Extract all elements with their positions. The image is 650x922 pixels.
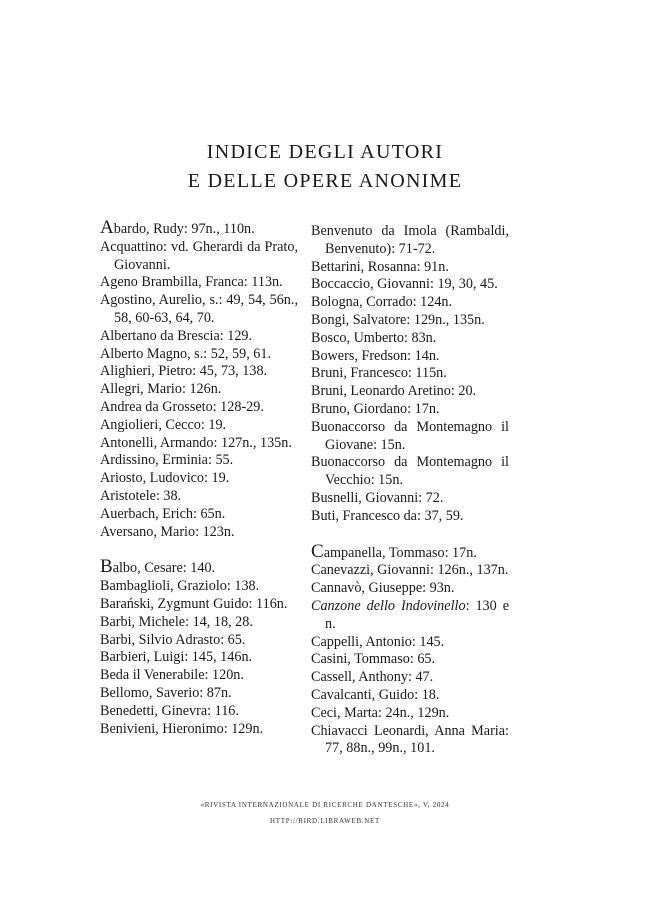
page-refs: : 130 e n.	[325, 597, 509, 632]
section-gap	[100, 541, 298, 558]
index-entry: Auerbach, Erich: 65n.	[100, 505, 226, 522]
page-title-line-1: INDICE DEGLI AUTORI	[206, 141, 444, 163]
index-entry: Barbi, Silvio Adrasto: 65.	[100, 631, 246, 648]
index-entry: Alberto Magno, s.: 52, 59, 61.	[100, 345, 272, 362]
journal-citation: «RIVISTA INTERNAZIONALE DI RICERCHE DANTESCHE», V, 2024	[200, 801, 450, 809]
index-entry: Alighieri, Pietro: 45, 73, 138.	[100, 363, 268, 380]
index-entry: Bellomo, Saverio: 87n.	[100, 684, 232, 701]
index-entry: Cappelli, Antonio: 145.	[311, 633, 445, 650]
index-entry: Buonaccorso da Montemagno il Giovane: 15n.	[311, 418, 509, 453]
index-entry: Ariosto, Ludovico: 19.	[100, 470, 230, 487]
index-entry: Barański, Zygmunt Guido: 116n.	[100, 595, 288, 612]
index-entry: Ageno Brambilla, Franca: 113n.	[100, 274, 283, 291]
index-entry: Antonelli, Armando: 127n., 135n.	[100, 434, 292, 451]
index-entry: Campanella, Tommaso: 17n.	[311, 540, 477, 562]
index-entry: Bambaglioli, Graziolo: 138.	[100, 578, 260, 595]
index-entry: Cavalcanti, Guido: 18.	[311, 686, 440, 703]
index-entry: Busnelli, Giovanni: 72.	[311, 489, 444, 506]
work-title: Canzone dello Indovinello	[311, 597, 466, 614]
index-entry: Barbi, Michele: 14, 18, 28.	[100, 613, 253, 630]
index-entry: Cannavò, Giuseppe: 93n.	[311, 580, 455, 597]
index-entry: Aversano, Mario: 123n.	[100, 523, 235, 540]
index-entry: Bongi, Salvatore: 129n., 135n.	[311, 311, 485, 328]
index-entry: Bologna, Corrado: 124n.	[311, 294, 453, 311]
index-entry	[311, 598, 509, 634]
index-entry: Boccaccio, Giovanni: 19, 30, 45.	[311, 276, 498, 293]
index-entry: Buti, Francesco da: 37, 59.	[311, 507, 464, 524]
index-entry: Ardissino, Erminia: 55.	[100, 452, 234, 469]
index-entry: Balbo, Cesare: 140.	[100, 556, 216, 578]
index-entry: Buonaccorso da Montemagno il Vecchio: 15n.	[311, 454, 509, 489]
index-entry: Ceci, Marta: 24n., 129n.	[311, 704, 450, 721]
index-entry: Abardo, Rudy: 97n., 110n.	[100, 217, 255, 238]
section-gap	[311, 526, 509, 543]
index-column-left	[100, 219, 298, 738]
index-entry: Bruni, Francesco: 115n.	[311, 365, 447, 382]
index-entry: Bruni, Leonardo Aretino: 20.	[311, 383, 477, 400]
index-entry: Bruno, Giordano: 17n.	[311, 400, 440, 417]
index-entry: Allegri, Mario: 126n.	[100, 381, 222, 398]
index-entry: Aristotele: 38.	[100, 487, 182, 504]
index-entry: Canevazzi, Giovanni: 126n., 137n.	[311, 562, 509, 579]
index-entry: Benedetti, Ginevra: 116.	[100, 702, 239, 719]
index-entry: Andrea da Grosseto: 128-29.	[100, 398, 264, 415]
index-entry: Benivieni, Hieronimo: 129n.	[100, 720, 264, 737]
index-entry: Acquattino: vd. Gherardi da Prato, Giovanni.	[100, 238, 298, 273]
page-title-line-2: E DELLE OPERE ANONIME	[187, 170, 463, 192]
journal-url: HTTP://RIRD.LIBRAWEB.NET	[270, 817, 380, 825]
index-entry: Chiavacci Leonardi, Anna Maria: 77, 88n., 99n., 101.	[311, 722, 509, 757]
index-entry: Barbieri, Luigi: 145, 146n.	[100, 649, 253, 666]
index-entry: Bosco, Umberto: 83n.	[311, 329, 437, 346]
index-entry: Agostino, Aurelio, s.: 49, 54, 56n., 58, 60-63, 64, 70.	[100, 292, 298, 326]
index-entry: Beda il Venerabile: 120n.	[100, 667, 244, 684]
index-entry: Albertano da Brescia: 129.	[100, 327, 253, 344]
index-column-right	[311, 223, 509, 758]
index-entry: Casini, Tommaso: 65.	[311, 651, 436, 668]
index-entry: Angiolieri, Cecco: 19.	[100, 416, 227, 433]
index-entry: Cassell, Anthony: 47.	[311, 669, 434, 686]
index-entry: Bettarini, Rosanna: 91n.	[311, 258, 449, 275]
index-entry: Benvenuto da Imola (Rambaldi, Benvenuto): 71-72.	[311, 223, 509, 257]
index-entry: Bowers, Fredson: 14n.	[311, 347, 440, 364]
